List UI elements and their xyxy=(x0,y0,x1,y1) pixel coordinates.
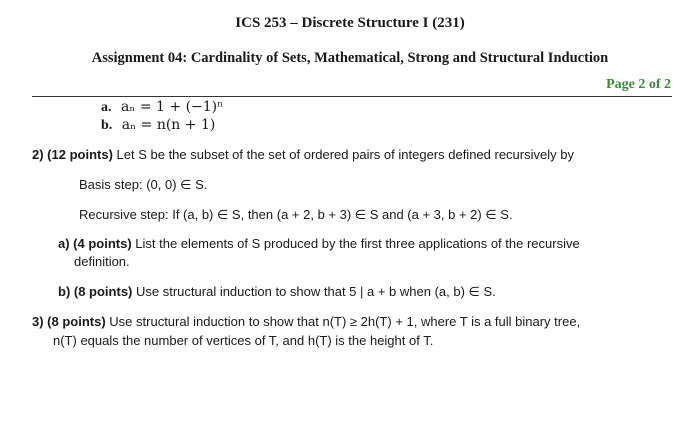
recursive-step: Recursive step: If (a, b) ∈ S, then (a + 2, b + 3) ∈ S and (a + 3, b + 2) ∈ S. xyxy=(79,207,513,222)
question-3 xyxy=(32,314,580,329)
question-2b-label: b) (8 points) xyxy=(58,284,133,299)
item-a-expression: aₙ = 1 + (−1)ⁿ xyxy=(121,99,224,115)
document-subtitle: Assignment 04: Cardinality of Sets, Mathematical, Strong and Structural Induction xyxy=(91,50,609,66)
question-2b xyxy=(58,284,496,300)
question-2a-label: a) (4 points) xyxy=(58,236,132,251)
question-2a-text-continued: definition. xyxy=(74,254,130,269)
header-divider xyxy=(32,96,672,97)
item-a xyxy=(101,99,223,116)
basis-step: Basis step: (0, 0) ∈ S. xyxy=(79,177,208,192)
item-b xyxy=(101,117,215,134)
question-2-label: 2) (12 points) xyxy=(32,147,113,162)
page-number: Page 2 of 2 xyxy=(606,77,671,92)
question-2b-text: Use structural induction to show that 5 | a + b when (a, b) ∈ S. xyxy=(136,284,496,299)
question-3-text: Use structural induction to show that n(T) ≥ 2h(T) + 1, where T is a full binary tree, xyxy=(109,314,581,329)
item-a-label: a. xyxy=(101,100,112,115)
question-2a-text: List the elements of S produced by the first three applications of the recursive xyxy=(135,236,580,251)
item-b-label: b. xyxy=(101,118,113,133)
question-3-label: 3) (8 points) xyxy=(32,314,106,329)
item-b-expression: aₙ = n(n + 1) xyxy=(121,117,216,133)
question-2a xyxy=(58,236,580,251)
document-title: ICS 253 – Discrete Structure I (231) xyxy=(235,15,465,31)
question-2 xyxy=(32,147,574,162)
question-2-text: Let S be the subset of the set of ordered pairs of integers defined recursively by xyxy=(116,147,574,162)
question-3-text-continued: n(T) equals the number of vertices of T, and h(T) is the height of T. xyxy=(53,333,434,348)
